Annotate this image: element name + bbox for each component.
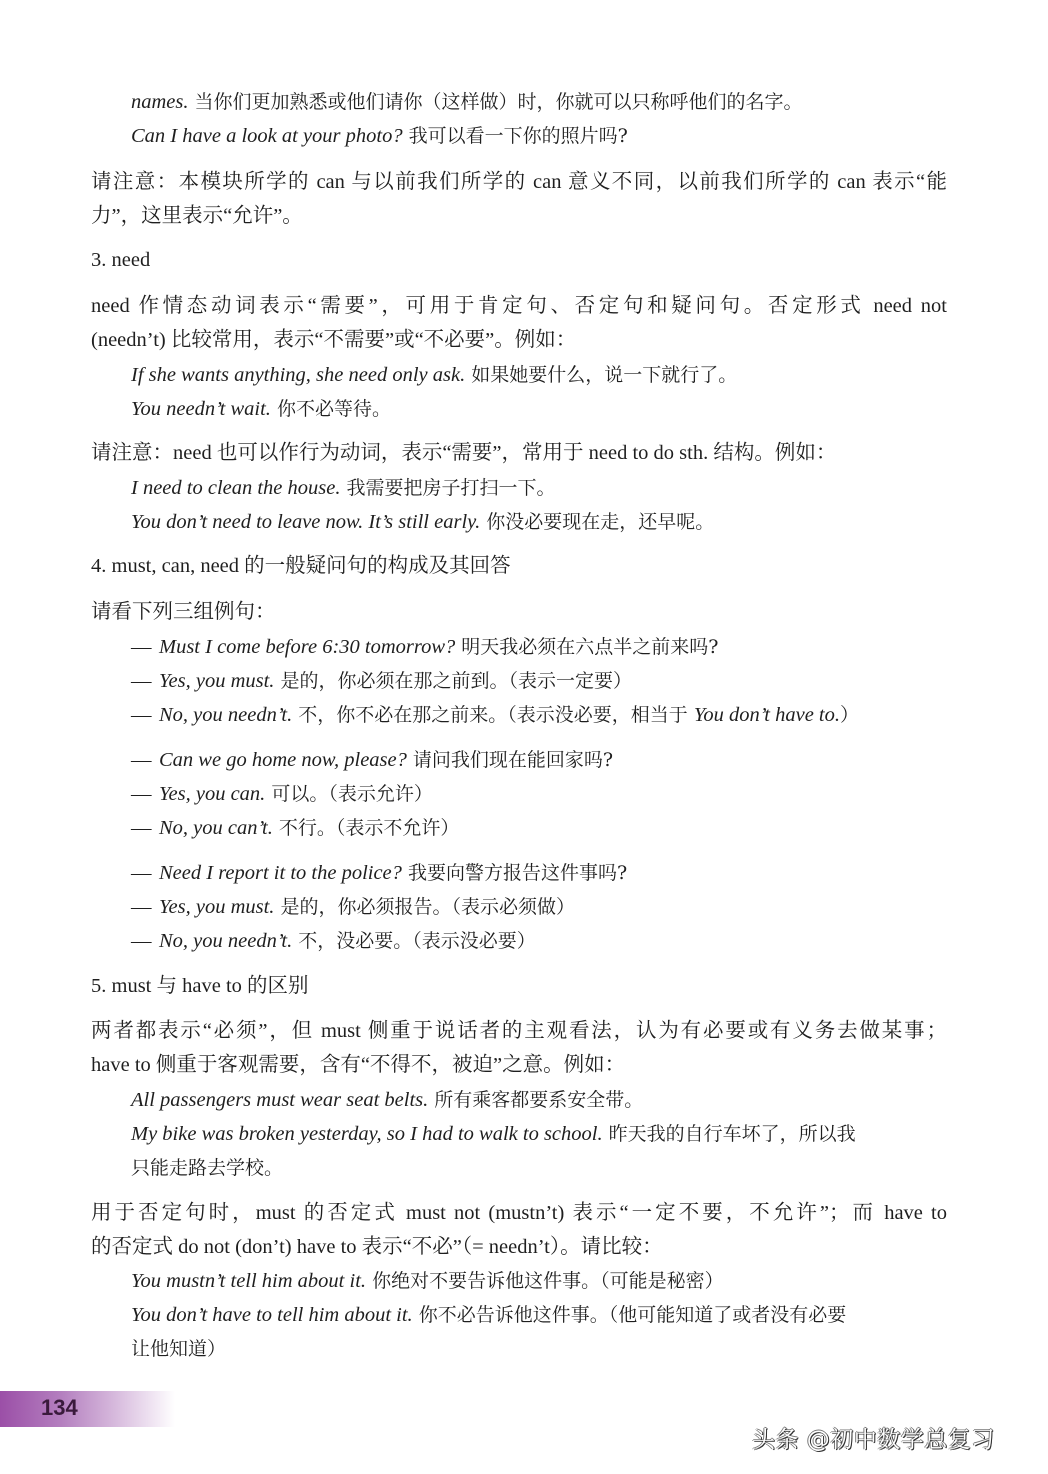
example-chinese: 只能走路去学校。 xyxy=(131,1157,284,1179)
example-line xyxy=(131,361,737,389)
example-chinese: 所有乘客都要系安全带。 xyxy=(428,1089,644,1111)
dialogue-english: Must I come before 6:30 tomorrow? xyxy=(159,636,456,658)
dialogue-english: Yes, you can. xyxy=(159,783,266,805)
paragraph-line: (needn’t) 比较常用，表示“不需要”或“不必要”。例如： xyxy=(91,329,577,351)
example-chinese: 我可以看一下你的照片吗? xyxy=(402,125,628,147)
example-english: names. xyxy=(131,91,189,113)
example-english: My bike was broken yesterday, so I had to walk to school. xyxy=(131,1123,603,1145)
watermark: 头条 @初中数学总复习 xyxy=(752,1427,995,1453)
dash-marker: — xyxy=(131,749,152,771)
dialogue-english: Yes, you must. xyxy=(159,670,275,692)
dialogue-chinese: 是的，你必须在那之前到。（表示一定要） xyxy=(274,670,632,692)
dialogue-chinese-tail: ） xyxy=(840,704,860,726)
dash-marker: — xyxy=(131,704,152,726)
dash-marker: — xyxy=(131,783,152,805)
note-can-line-2: 力”，这里表示“允许”。 xyxy=(91,205,303,227)
dialogue-line xyxy=(131,893,575,921)
example-chinese: 你绝对不要告诉他这件事。（可能是秘密） xyxy=(366,1270,724,1292)
example-english: Can I have a look at your photo? xyxy=(131,125,403,147)
page-number-bar xyxy=(0,1391,175,1427)
dialogue-chinese: 我要向警方报告这件事吗? xyxy=(401,862,628,884)
dialogue-chinese: 是的，你必须报告。（表示必须做） xyxy=(274,896,575,918)
dash-marker: — xyxy=(131,636,152,658)
example-line xyxy=(131,1335,226,1363)
example-chinese: 让他知道） xyxy=(131,1338,227,1360)
note-can-line-1: 请注意：本模块所学的 can 与以前我们所学的 can 意义不同，以前我们所学的 can 表示“能 xyxy=(91,171,947,193)
example-english: You mustn’t tell him about it. xyxy=(131,1270,367,1292)
dialogue-english: Can we go home now, please? xyxy=(159,749,407,771)
example-english: If she wants anything, she need only ask. xyxy=(131,364,466,386)
example-line xyxy=(131,1301,846,1329)
example-chinese: 我需要把房子打扫一下。 xyxy=(340,477,556,499)
paragraph-line: 用于否定句时，must 的否定式 must not (mustn’t) 表示“一定不要，不允许”；而 have to xyxy=(91,1202,947,1224)
example-chinese: 你没必要现在走，还早呢。 xyxy=(480,511,715,533)
section-heading-questions: 4. must, can, need 的一般疑问句的构成及其回答 xyxy=(91,555,511,577)
example-english: All passengers must wear seat belts. xyxy=(131,1089,429,1111)
dialogue-chinese: 请问我们现在能回家吗? xyxy=(406,749,614,771)
section-intro: 请看下列三组例句： xyxy=(91,601,276,623)
example-line xyxy=(131,88,803,116)
example-line xyxy=(131,1154,283,1182)
dialogue-english: Need I report it to the police? xyxy=(159,862,402,884)
dash-marker: — xyxy=(131,896,152,918)
dialogue-chinese: 不，你不必在那之前来。（表示没必要，相当于 xyxy=(292,704,694,726)
dialogue-line xyxy=(131,701,859,729)
example-line xyxy=(131,474,556,502)
dialogue-english: Yes, you must. xyxy=(159,896,275,918)
example-english: You don’t need to leave now. It’s still early. xyxy=(131,511,481,533)
dialogue-chinese: 不行。（表示不允许） xyxy=(272,817,460,839)
page-number: 134 xyxy=(41,1395,78,1420)
dialogue-english: No, you needn’t. xyxy=(159,704,293,726)
example-chinese: 你不必等待。 xyxy=(270,398,391,420)
paragraph-line: 的否定式 do not (don’t) have to 表示“不必”（= needn’t）。请比较： xyxy=(91,1236,663,1258)
dialogue-english-tail: You don’t have to. xyxy=(693,704,840,726)
example-line xyxy=(131,1086,643,1114)
dialogue-line xyxy=(131,859,627,887)
paragraph-line: 两者都表示“必须”，但 must 侧重于说话者的主观看法，认为有必要或有义务去做某事； xyxy=(91,1020,947,1042)
example-english: You needn’t wait. xyxy=(131,398,271,420)
dialogue-chinese: 明天我必须在六点半之前来吗? xyxy=(455,636,719,658)
dialogue-line xyxy=(131,780,433,808)
dialogue-line xyxy=(131,667,632,695)
example-english: You don’t have to tell him about it. xyxy=(131,1304,413,1326)
example-line xyxy=(131,508,714,536)
dialogue-chinese: 可以。（表示允许） xyxy=(265,783,433,805)
example-english: I need to clean the house. xyxy=(131,477,341,499)
dialogue-english: No, you can’t. xyxy=(159,817,273,839)
paragraph-line: have to 侧重于客观需要，含有“不得不，被迫”之意。例如： xyxy=(91,1054,626,1076)
dialogue-line xyxy=(131,927,536,955)
dialogue-english: No, you needn’t. xyxy=(159,930,293,952)
dialogue-line xyxy=(131,814,459,842)
example-line xyxy=(131,395,391,423)
dash-marker: — xyxy=(131,862,152,884)
example-chinese: 你不必告诉他这件事。（他可能知道了或者没有必要 xyxy=(412,1304,847,1326)
dash-marker: — xyxy=(131,670,152,692)
section-heading-must-vs-have-to: 5. must 与 have to 的区别 xyxy=(91,975,309,997)
dash-marker: — xyxy=(131,817,152,839)
example-chinese: 如果她要什么，说一下就行了。 xyxy=(465,364,738,386)
dash-marker: — xyxy=(131,930,152,952)
example-chinese: 昨天我的自行车坏了，所以我 xyxy=(602,1123,856,1145)
dialogue-chinese: 不，没必要。（表示没必要） xyxy=(292,930,536,952)
example-line xyxy=(131,1120,856,1148)
example-line xyxy=(131,1267,724,1295)
example-chinese: 当你们更加熟悉或他们请你（这样做）时，你就可以只称呼他们的名字。 xyxy=(188,91,803,113)
note-need-line: 请注意：need 也可以作行为动词，表示“需要”，常用于 need to do sth. 结构。例如： xyxy=(91,442,837,464)
paragraph-line: need 作情态动词表示“需要”，可用于肯定句、否定句和疑问句。否定形式 need not xyxy=(91,295,947,317)
example-line xyxy=(131,122,628,150)
dialogue-line xyxy=(131,746,613,774)
dialogue-line xyxy=(131,633,719,661)
section-heading-need: 3. need xyxy=(91,249,151,271)
